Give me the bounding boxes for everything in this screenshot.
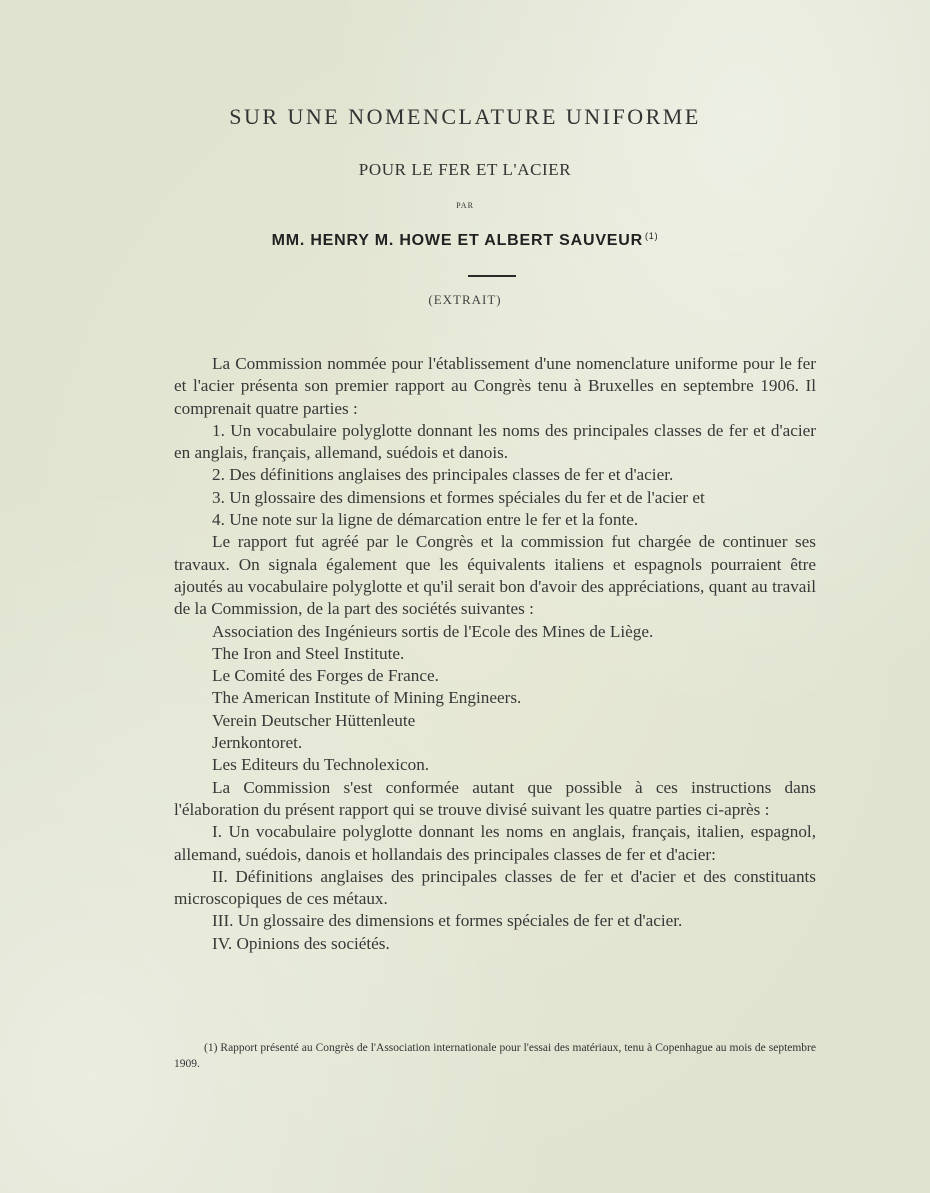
section-item-2: II. Définitions anglaises des principales classes de fer et d'acier et des constituants microscopiques de ces métaux. [174, 866, 816, 909]
society-item-7: Les Editeurs du Technolexicon. [212, 755, 430, 775]
article-title: SUR UNE NOMENCLATURE UNIFORME [229, 104, 701, 129]
title-divider [468, 275, 516, 277]
article-subtitle: POUR LE FER ET L'ACIER [358, 160, 572, 179]
society-item-5: Verein Deutscher Hüttenleute [212, 710, 416, 730]
part-item-2: 2. Des définitions anglaises des principales classes de fer et d'acier. [212, 465, 674, 485]
intro-paragraph: La Commission nommée pour l'établissement d'une nomenclature uniforme pour le fer et l'acier présenta son premier rapport au Congrès tenu à Bruxelles en septembre 1906. Il comprenait quatre parties : [174, 354, 816, 418]
society-item-1: Association des Ingénieurs sortis de l'Ecole des Mines de Liège. [212, 621, 654, 641]
section-item-4: IV. Opinions des sociétés. [212, 933, 390, 953]
authors-line [0, 231, 930, 250]
society-item-3: Le Comité des Forges de France. [212, 666, 439, 686]
authors-names: MM. HENRY M. HOWE ET ALBERT SAUVEUR [271, 232, 643, 249]
part-item-3: 3. Un glossaire des dimensions et formes spéciales du fer et de l'acier et [212, 487, 705, 507]
rapport-paragraph: Le rapport fut agréé par le Congrès et la commission fut chargée de continuer ses travaux. On signala également que les équivalents italiens et espagnols pourraient être ajoutés au vocabulaire polyglotte et qu'il serait bon d'avoir des appréciations, quant au travail de la Commission, de la part des sociétés suivantes : [174, 532, 816, 619]
footnote-text: (1) Rapport présenté au Congrès de l'Association internationale pour l'essai des matériaux, tenu à Copenhague au mois de septembre 1909. [174, 1042, 816, 1070]
byline-par: PAR [456, 201, 474, 210]
article-body [174, 353, 816, 955]
society-item-4: The American Institute of Mining Engineers. [212, 688, 522, 708]
society-item-2: The Iron and Steel Institute. [212, 643, 405, 663]
extrait-label: (EXTRAIT) [428, 292, 502, 307]
society-item-6: Jernkontoret. [212, 733, 303, 753]
footnote [174, 1040, 816, 1072]
section-item-1: I. Un vocabulaire polyglotte donnant les noms en anglais, français, italien, espagnol, allemand, suédois, danois et hollandais des principales classes de fer et d'acier: [174, 822, 816, 864]
part-item-4: 4. Une note sur la ligne de démarcation entre le fer et la fonte. [212, 510, 639, 530]
section-item-3: III. Un glossaire des dimensions et formes spéciales de fer et d'acier. [212, 911, 683, 931]
part-item-1: 1. Un vocabulaire polyglotte donnant les noms des principales classes de fer et d'acier en anglais, français, allemand, suédois et danois. [174, 420, 816, 463]
footnote-marker: (1) [645, 231, 659, 241]
conformity-paragraph: La Commission s'est conformée autant que possible à ces instructions dans l'élaboration du présent rapport qui se trouve divisé suivant les quatre parties ci-après : [174, 777, 816, 819]
